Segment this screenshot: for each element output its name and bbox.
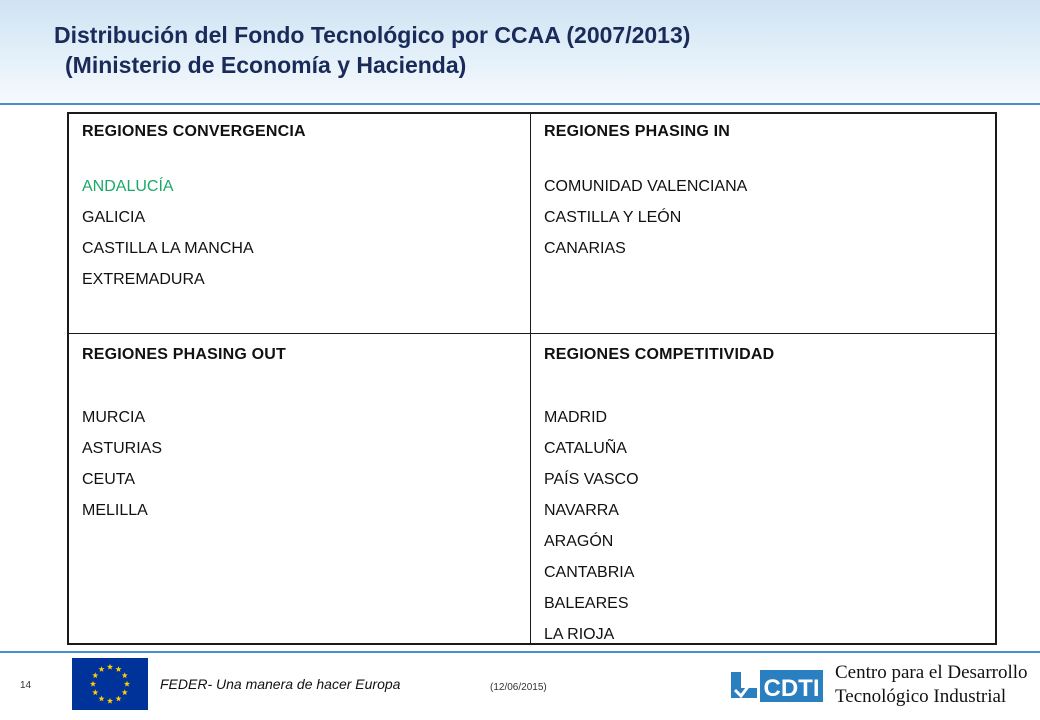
regions-table [67, 112, 997, 645]
list-item: BALEARES [544, 595, 629, 612]
list-item: MURCIA [82, 409, 146, 426]
heading-phasing-out: REGIONES PHASING OUT [82, 346, 287, 363]
page-title [54, 20, 690, 80]
list-item: CASTILLA Y LEÓN [544, 209, 682, 226]
list-item: CATALUÑA [544, 440, 627, 457]
org-line-1: Centro para el Desarrollo [835, 662, 1028, 683]
page-number: 14 [20, 680, 32, 691]
eu-flag-icon [72, 658, 148, 710]
list-item: LA RIOJA [544, 626, 615, 643]
list-competitividad [544, 402, 995, 650]
list-item: PAÍS VASCO [544, 471, 639, 488]
list-phasing-in [544, 171, 995, 264]
list-item: ANDALUCÍA [82, 178, 174, 195]
list-item: ASTURIAS [82, 440, 163, 457]
list-item: CASTILLA LA MANCHA [82, 240, 254, 257]
list-item: COMUNIDAD VALENCIANA [544, 178, 748, 195]
cdti-logo-text: CDTI [763, 675, 820, 702]
org-line-2: Tecnológico Industrial [835, 686, 1007, 707]
footer-rule [0, 651, 1040, 653]
heading-phasing-in: REGIONES PHASING IN [544, 123, 731, 140]
cell-convergencia [69, 114, 531, 334]
organization-name [835, 661, 1035, 709]
list-item: EXTREMADURA [82, 271, 205, 288]
cell-competitividad [531, 334, 995, 643]
list-item: CEUTA [82, 471, 136, 488]
title-line-2: (Ministerio de Economía y Hacienda) [65, 52, 467, 78]
heading-convergencia: REGIONES CONVERGENCIA [82, 123, 306, 140]
list-item: ARAGÓN [544, 533, 614, 550]
heading-competitividad: REGIONES COMPETITIVIDAD [544, 346, 775, 363]
list-item: CANARIAS [544, 240, 626, 257]
list-item: MELILLA [82, 502, 148, 519]
list-convergencia [82, 171, 530, 295]
list-item: MADRID [544, 409, 608, 426]
list-item: NAVARRA [544, 502, 619, 519]
list-phasing-out [82, 402, 530, 526]
footer-tagline: FEDER- Una manera de hacer Europa [160, 676, 401, 692]
title-line-1: Distribución del Fondo Tecnológico por CCAA (2007/2013) [54, 22, 691, 48]
footer-date: (12/06/2015) [490, 682, 547, 693]
list-item: GALICIA [82, 209, 146, 226]
cell-phasing-in [531, 114, 995, 334]
cdti-logo-icon [727, 666, 825, 706]
cell-phasing-out [69, 334, 531, 643]
list-item: CANTABRIA [544, 564, 635, 581]
